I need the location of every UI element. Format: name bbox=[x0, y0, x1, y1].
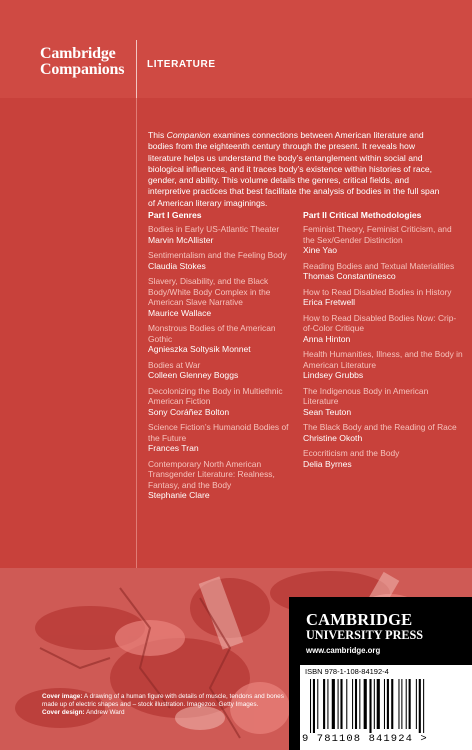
desc-post: examines connections between American literature and bodies from the eighteenth century through the present. It reveals how literature helps us understand the body’s entanglement within social and biological influences, and it traces body’s existence within histories of race, gender, and ability. This volume details the genres, critical fields, and interpretive practices that best facilitate the analysis of bodies in the full span of American literary imaginings. bbox=[148, 130, 440, 208]
chapter-title: Sentimentalism and the Feeling Body bbox=[148, 250, 287, 260]
barcode-bar bbox=[374, 679, 375, 729]
chapter-title: Monstrous Bodies of the American Gothic bbox=[148, 323, 276, 344]
barcode-bar bbox=[377, 679, 380, 729]
barcode-bar bbox=[406, 679, 407, 729]
barcode-bar bbox=[310, 679, 311, 733]
chapter-title: Health Humanities, Illness, and the Body in American Literature bbox=[303, 349, 463, 370]
chapter-author: Claudia Stokes bbox=[148, 260, 206, 271]
chapter-entry bbox=[303, 224, 463, 256]
barcode-bar bbox=[359, 679, 360, 729]
chapter-entry bbox=[148, 323, 298, 355]
barcode-bar bbox=[384, 679, 385, 729]
chapter-author: Erica Fretwell bbox=[303, 297, 356, 307]
part-2-title: Part II Critical Methodologies bbox=[303, 210, 422, 220]
barcode-bar bbox=[340, 679, 342, 729]
chapter-title: Bodies at War bbox=[148, 359, 201, 370]
chapter-entry bbox=[148, 386, 298, 418]
chapter-author: Frances Tran bbox=[148, 443, 199, 453]
part-1-title: Part I Genres bbox=[148, 210, 202, 220]
cover-design-label: Cover design: bbox=[42, 709, 85, 716]
barcode-bar bbox=[409, 679, 411, 729]
series-logo bbox=[40, 46, 124, 78]
series-label: LITERATURE bbox=[147, 59, 216, 70]
barcode-bar bbox=[338, 679, 339, 729]
chapter-title: The Black Body and the Reading of Race bbox=[303, 422, 457, 432]
book-description bbox=[148, 130, 448, 209]
vertical-rule bbox=[136, 98, 137, 568]
part-2-column bbox=[303, 210, 463, 474]
barcode-bar bbox=[352, 679, 353, 729]
barcode-bar bbox=[423, 679, 424, 733]
barcode-arrow: > bbox=[420, 733, 428, 745]
brand-line-1: Cambridge bbox=[40, 45, 116, 62]
chapter-entry bbox=[148, 459, 298, 501]
chapter-entry bbox=[303, 287, 463, 308]
barcode-bar bbox=[327, 679, 328, 729]
barcode-bar bbox=[387, 679, 389, 729]
part-1-column bbox=[148, 210, 298, 506]
part-2-chapter-list bbox=[303, 224, 463, 469]
barcode-bar bbox=[364, 679, 367, 729]
chapter-title: Reading Bodies and Textual Materialities bbox=[303, 260, 455, 271]
barcode-bar bbox=[332, 679, 335, 729]
chapter-entry bbox=[303, 261, 463, 282]
chapter-author: Xine Yao bbox=[303, 245, 338, 255]
cover-credits bbox=[42, 693, 292, 717]
barcode-number bbox=[302, 733, 428, 745]
chapter-author: Christine Okoth bbox=[303, 432, 363, 443]
publisher-url: www.cambridge.org bbox=[306, 646, 381, 655]
barcode-bar bbox=[401, 679, 402, 729]
cover-design-text: Andrew Ward bbox=[84, 709, 125, 716]
barcode-bar bbox=[355, 679, 357, 729]
chapter-entry bbox=[148, 422, 298, 454]
publisher-press: UNIVERSITY PRESS bbox=[306, 628, 424, 642]
chapter-author: Thomas Constantinesco bbox=[303, 271, 396, 281]
chapter-entry bbox=[148, 224, 298, 245]
chapter-title: Bodies in Early US-Atlantic Theater bbox=[148, 224, 280, 234]
chapter-title: How to Read Disabled Bodies Now: Crip-of-Color Critique bbox=[303, 312, 457, 333]
chapter-author: Colleen Glenney Boggs bbox=[148, 370, 239, 380]
barcode-bar bbox=[391, 679, 393, 729]
chapter-title: Contemporary North American Transgender Literature: Realness, Fantasy, and the Body bbox=[148, 458, 275, 490]
chapter-title: Slavery, Disability, and the Black Body/White Body Complex in the American Slave Narrative bbox=[148, 276, 271, 307]
barcode-bar bbox=[346, 679, 347, 729]
barcode-panel bbox=[300, 665, 472, 750]
barcode-bar bbox=[323, 679, 325, 729]
chapter-entry bbox=[303, 422, 463, 443]
chapter-title: How to Read Disabled Bodies in History bbox=[303, 286, 452, 297]
chapter-author: Agnieszka Soltysik Monnet bbox=[148, 344, 251, 354]
chapter-author: Maurice Wallace bbox=[148, 307, 212, 318]
chapter-entry bbox=[148, 276, 298, 318]
desc-italic: Companion bbox=[166, 130, 211, 140]
chapter-author: Lindsey Grubbs bbox=[303, 370, 364, 380]
cover-image-text: A drawing of a human figure with details of muscle, tendons and bones made up of electric shapes and – stock illustration. Imagezoo. Getty Images. bbox=[42, 693, 284, 708]
barcode-image bbox=[308, 679, 464, 733]
barcode-bar bbox=[317, 679, 318, 729]
barcode-bar bbox=[416, 679, 417, 729]
barcode-bar bbox=[419, 679, 421, 733]
chapter-entry bbox=[148, 360, 298, 381]
chapter-title: The Indigenous Body in American Literature bbox=[303, 385, 429, 406]
chapter-title: Feminist Theory, Feminist Criticism, and the Sex/Gender Distinction bbox=[303, 224, 452, 245]
chapter-entry bbox=[303, 386, 463, 418]
chapter-title: Science Fiction’s Humanoid Bodies of the Future bbox=[148, 422, 289, 443]
chapter-entry bbox=[148, 250, 298, 271]
chapter-author: Anna Hinton bbox=[303, 333, 351, 344]
header-band bbox=[0, 0, 472, 98]
cover-image-credit bbox=[42, 693, 292, 709]
cover-design-credit bbox=[42, 709, 292, 717]
barcode-bar bbox=[313, 679, 315, 733]
chapter-entry bbox=[303, 313, 463, 345]
desc-pre: This bbox=[148, 130, 167, 140]
chapter-author: Delia Byrnes bbox=[303, 458, 352, 469]
part-1-chapter-list bbox=[148, 224, 298, 501]
barcode-bar bbox=[398, 679, 399, 729]
barcode-digits: 9 781108 841924 bbox=[302, 733, 414, 745]
chapter-title: Ecocriticism and the Body bbox=[303, 448, 400, 458]
chapter-author: Sean Teuton bbox=[303, 406, 352, 417]
header-divider bbox=[136, 40, 137, 98]
publisher-name: CAMBRIDGE bbox=[306, 610, 413, 629]
chapter-entry bbox=[303, 448, 463, 469]
cover-image-label: Cover image: bbox=[42, 693, 83, 700]
chapter-author: Stephanie Clare bbox=[148, 490, 210, 500]
barcode-bar bbox=[369, 679, 371, 733]
chapter-author: Marvin McAllister bbox=[148, 234, 214, 245]
brand-line-2: Companions bbox=[40, 61, 125, 78]
isbn-label: ISBN 978-1-108-84192-4 bbox=[305, 667, 389, 676]
chapter-title: Decolonizing the Body in Multiethnic American Fiction bbox=[148, 385, 283, 406]
chapter-author: Sony Coráñez Bolton bbox=[148, 406, 230, 417]
chapter-entry bbox=[303, 349, 463, 381]
